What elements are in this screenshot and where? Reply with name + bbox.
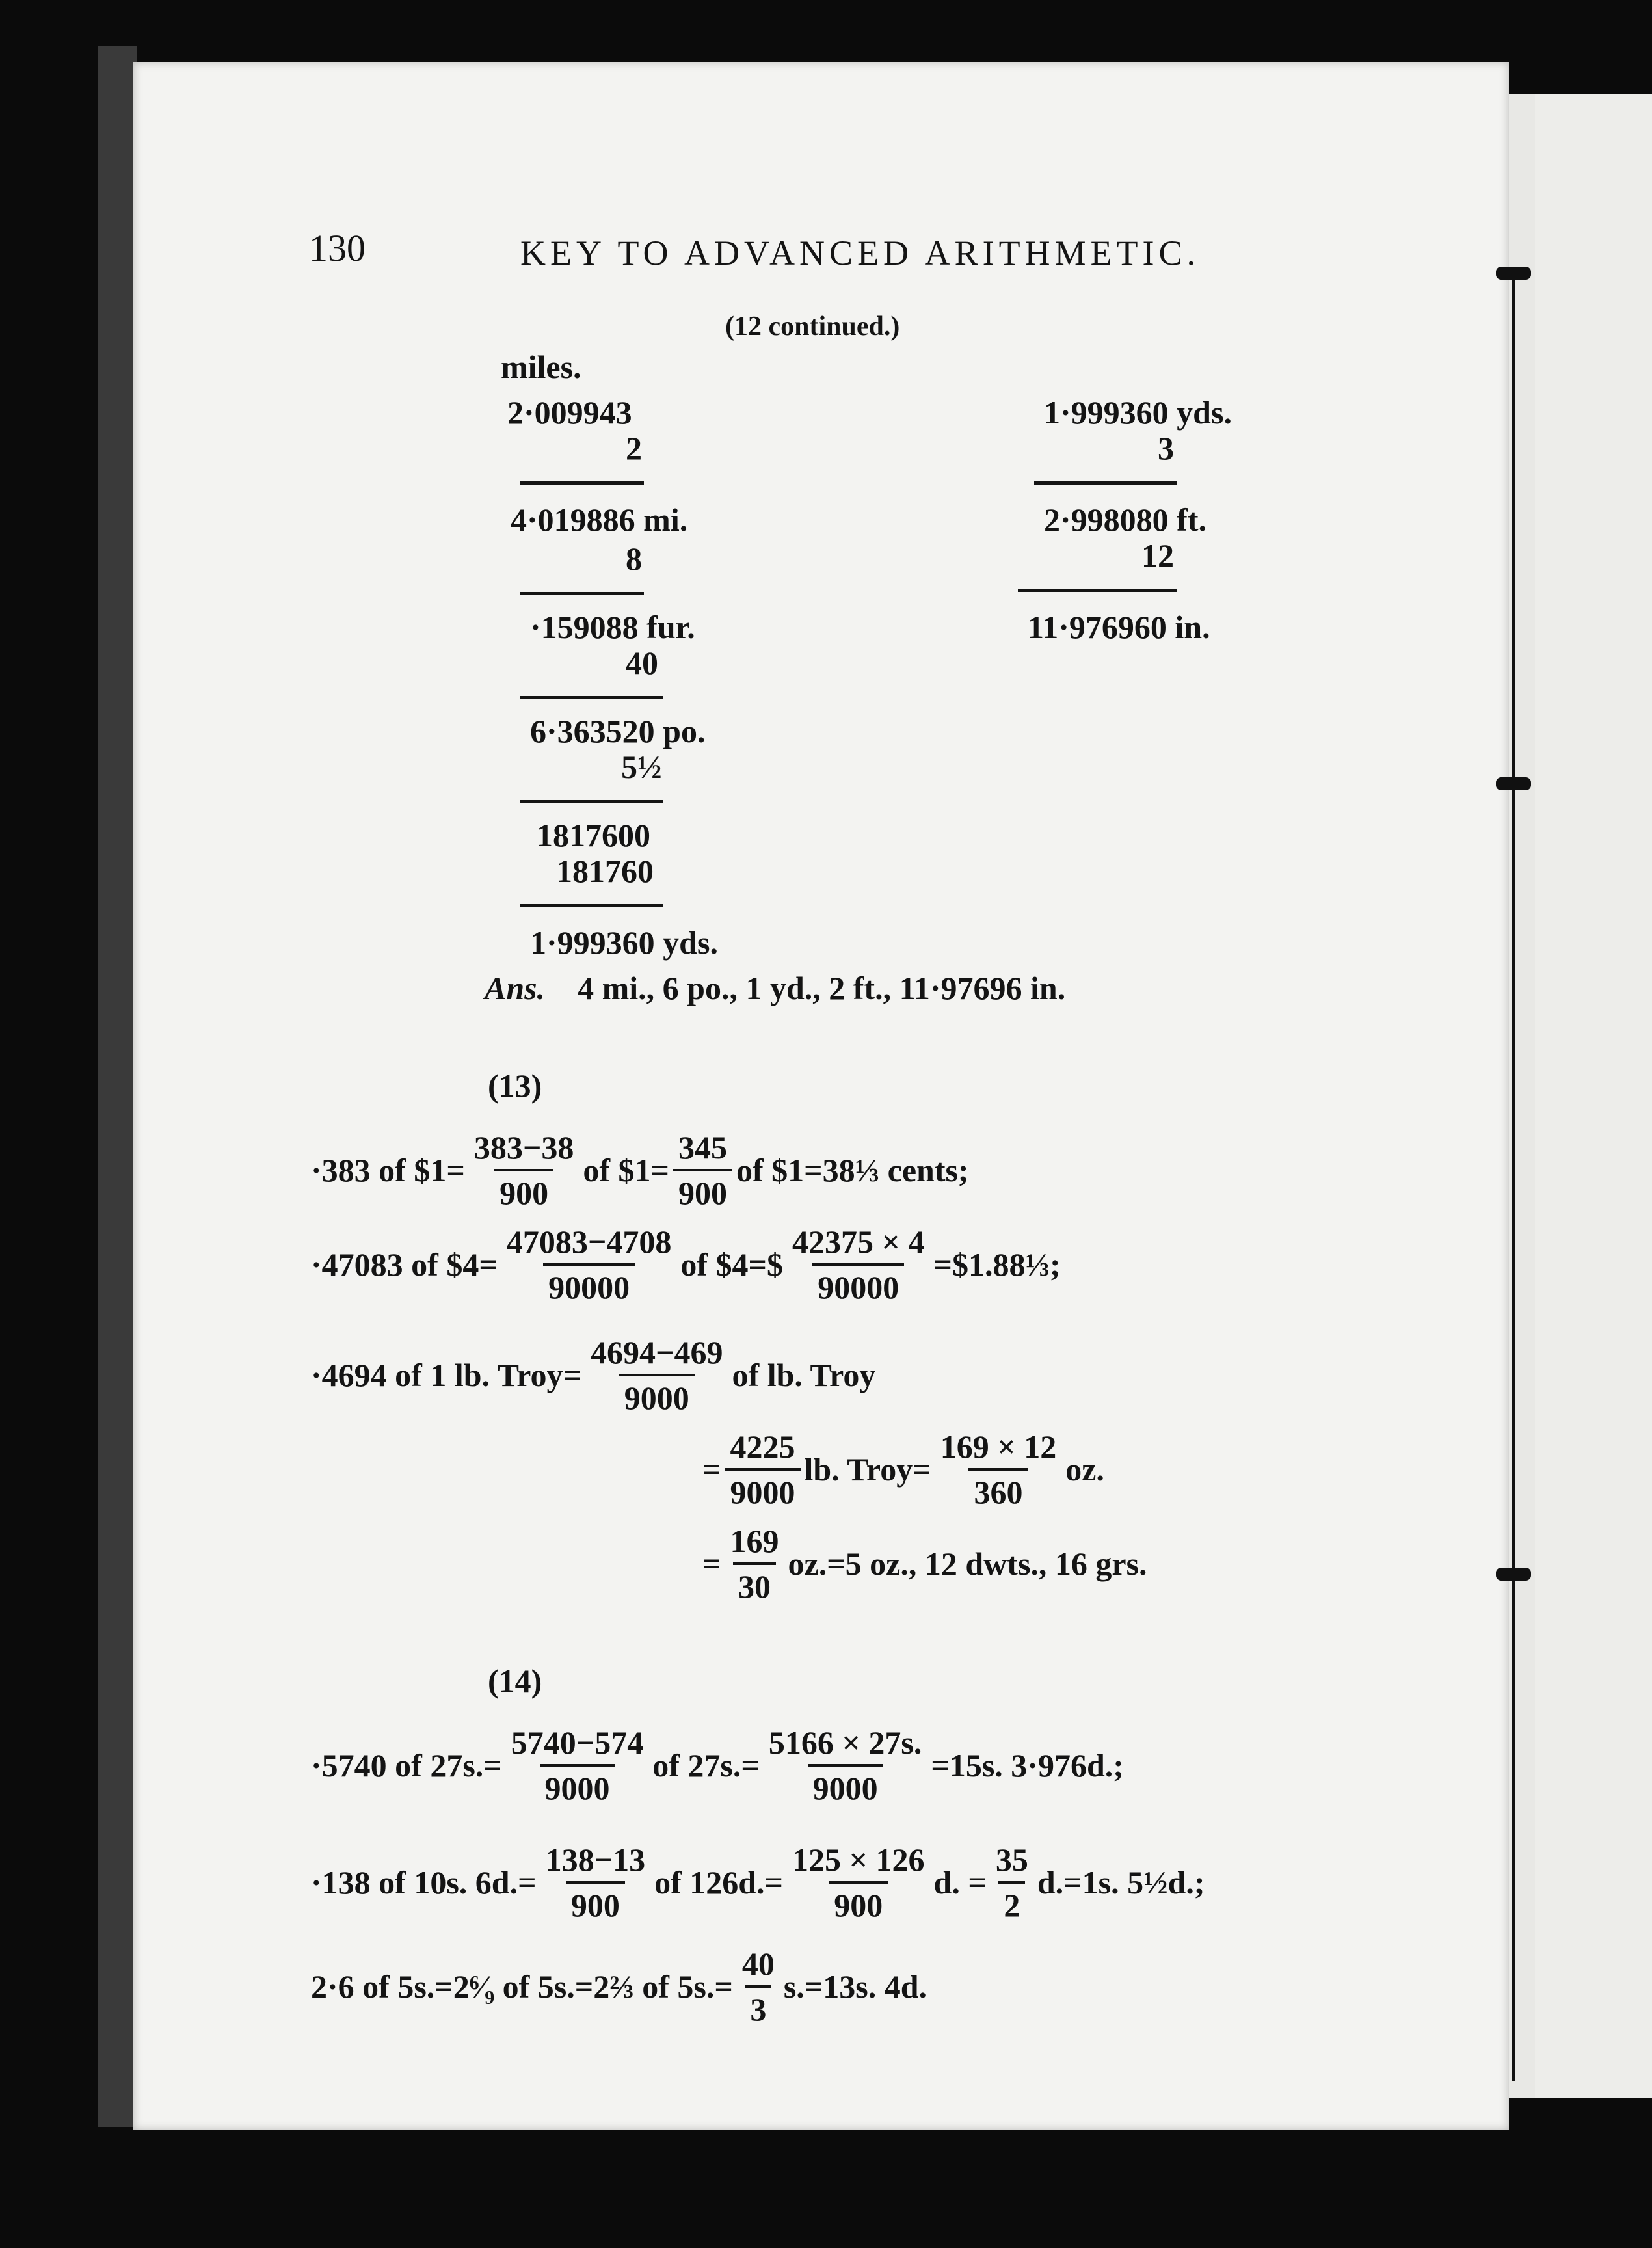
expression-text: of $4=$ (680, 1246, 783, 1283)
calc-rule (520, 800, 663, 803)
expression-text: oz. (1065, 1451, 1104, 1488)
expression-text: = (702, 1545, 721, 1582)
calc-value: 4·019886 mi. (511, 502, 688, 538)
expression-text: =$1.88⅓; (933, 1246, 1061, 1283)
fraction: $\frac{42375 \times 4}{90000}$ (792, 1224, 925, 1305)
calc-value: 2·998080 ft. (1044, 502, 1206, 538)
p13-line-2 (311, 1223, 1061, 1306)
p13-line-4 (702, 1428, 1104, 1511)
answer-text: 4 mi., 6 po., 1 yd., 2 ft., 11·97696 in. (578, 970, 1066, 1006)
expression-text: = (702, 1451, 721, 1488)
expression-text: ·138 of 10s. 6d.= (311, 1864, 537, 1901)
calc-value: 1817600 (537, 817, 650, 853)
p14-line-1 (311, 1724, 1124, 1807)
book-spine (98, 46, 137, 2127)
problem-13-label: (13) (488, 1067, 542, 1104)
multiplier: 8 (626, 541, 642, 577)
binding-knot (1496, 1568, 1531, 1581)
calc-rule (520, 481, 644, 485)
expression-text: =15s. 3·976d.; (931, 1747, 1124, 1784)
expression-text: of 126d.= (654, 1864, 784, 1901)
expression-text: of $1= (583, 1152, 669, 1188)
calc-rule (520, 592, 644, 595)
p13-line-1 (311, 1129, 969, 1212)
answer-label: Ans. (485, 970, 546, 1006)
expression-text: s.=13s. 4d. (783, 1968, 927, 2005)
multiplier: 5½ (621, 749, 662, 785)
calc-value: 1·999360 yds. (1044, 394, 1232, 431)
multiplier: 2 (626, 430, 642, 466)
fraction: $\frac{125 \times 126}{900}$ (792, 1841, 925, 1923)
binding-thread (1512, 273, 1515, 2081)
p14-line-2 (311, 1841, 1205, 1924)
calc-value: 11·976960 in. (1028, 609, 1210, 645)
fraction: $\frac{5740-574}{9000}$ (511, 1724, 644, 1806)
expression-text: of 27s.= (652, 1747, 760, 1784)
calc-value: 2·009943 (507, 394, 632, 431)
multiplier: 3 (1158, 430, 1174, 466)
calc-rule (520, 904, 663, 907)
expression-text: of $1=38⅓ cents; (736, 1152, 969, 1188)
problem-14-label: (14) (488, 1663, 542, 1699)
p13-line-5 (702, 1522, 1147, 1605)
fraction: $\frac{47083-4708}{90000}$ (506, 1224, 672, 1305)
expression-text: ·47083 of $4= (311, 1246, 498, 1283)
expression-text: ·4694 of 1 lb. Troy= (311, 1357, 582, 1393)
binding-knot (1496, 267, 1531, 280)
calc-value: ·159088 fur. (530, 609, 695, 645)
p14-line-3 (311, 1945, 927, 2028)
expression-text: d.=1s. 5½d.; (1037, 1864, 1205, 1901)
multiplier: 12 (1141, 537, 1174, 574)
binding-knot (1496, 777, 1531, 790)
p13-line-3 (311, 1333, 875, 1417)
calc-value: 181760 (556, 853, 654, 889)
expression-text: d. = (933, 1864, 987, 1901)
calc-rule (520, 696, 663, 699)
facing-page-strip (1535, 94, 1652, 2098)
fraction: $\frac{169}{30}$ (730, 1523, 779, 1605)
expression-text: lb. Troy= (804, 1451, 931, 1488)
multiplier: 40 (626, 645, 658, 681)
expression-text: oz.=5 oz., 12 dwts., 16 grs. (788, 1545, 1147, 1582)
unit-label: miles. (501, 349, 581, 385)
fraction: $\frac{4694-469}{9000}$ (591, 1334, 723, 1416)
fraction: $\frac{5166 \times 27s.}{9000}$ (768, 1724, 922, 1806)
fraction: $\frac{4225}{9000}$ (725, 1428, 801, 1511)
fraction: $\frac{383-38}{900}$ (473, 1129, 574, 1211)
fraction: $\frac{345}{900}$ (673, 1129, 732, 1212)
expression-text: ·5740 of 27s.= (311, 1747, 502, 1784)
continued-label: (12 continued.) (725, 312, 900, 341)
expression-text: ·383 of $1= (311, 1152, 465, 1188)
page-number: 130 (309, 227, 366, 269)
calc-rule (1018, 589, 1177, 592)
fraction: $\frac{169 \times 12}{360}$ (940, 1428, 1057, 1510)
expression-text: 2·6 of 5s.=2⁶⁄₉ of 5s.=2⅔ of 5s.= (311, 1968, 733, 2005)
calc-value: 6·363520 po. (530, 713, 706, 749)
answer-line (485, 969, 1065, 1007)
calc-rule (1034, 481, 1177, 485)
calc-value: 1·999360 yds. (530, 924, 718, 961)
expression-text: of lb. Troy (732, 1357, 876, 1393)
book-page (133, 62, 1509, 2130)
fraction: $\frac{35}{2}$ (995, 1841, 1028, 1923)
running-header: KEY TO ADVANCED ARITHMETIC. (520, 234, 1201, 273)
fraction: $\frac{40}{3}$ (741, 1946, 775, 2027)
fraction: $\frac{138-13}{900}$ (545, 1841, 646, 1923)
